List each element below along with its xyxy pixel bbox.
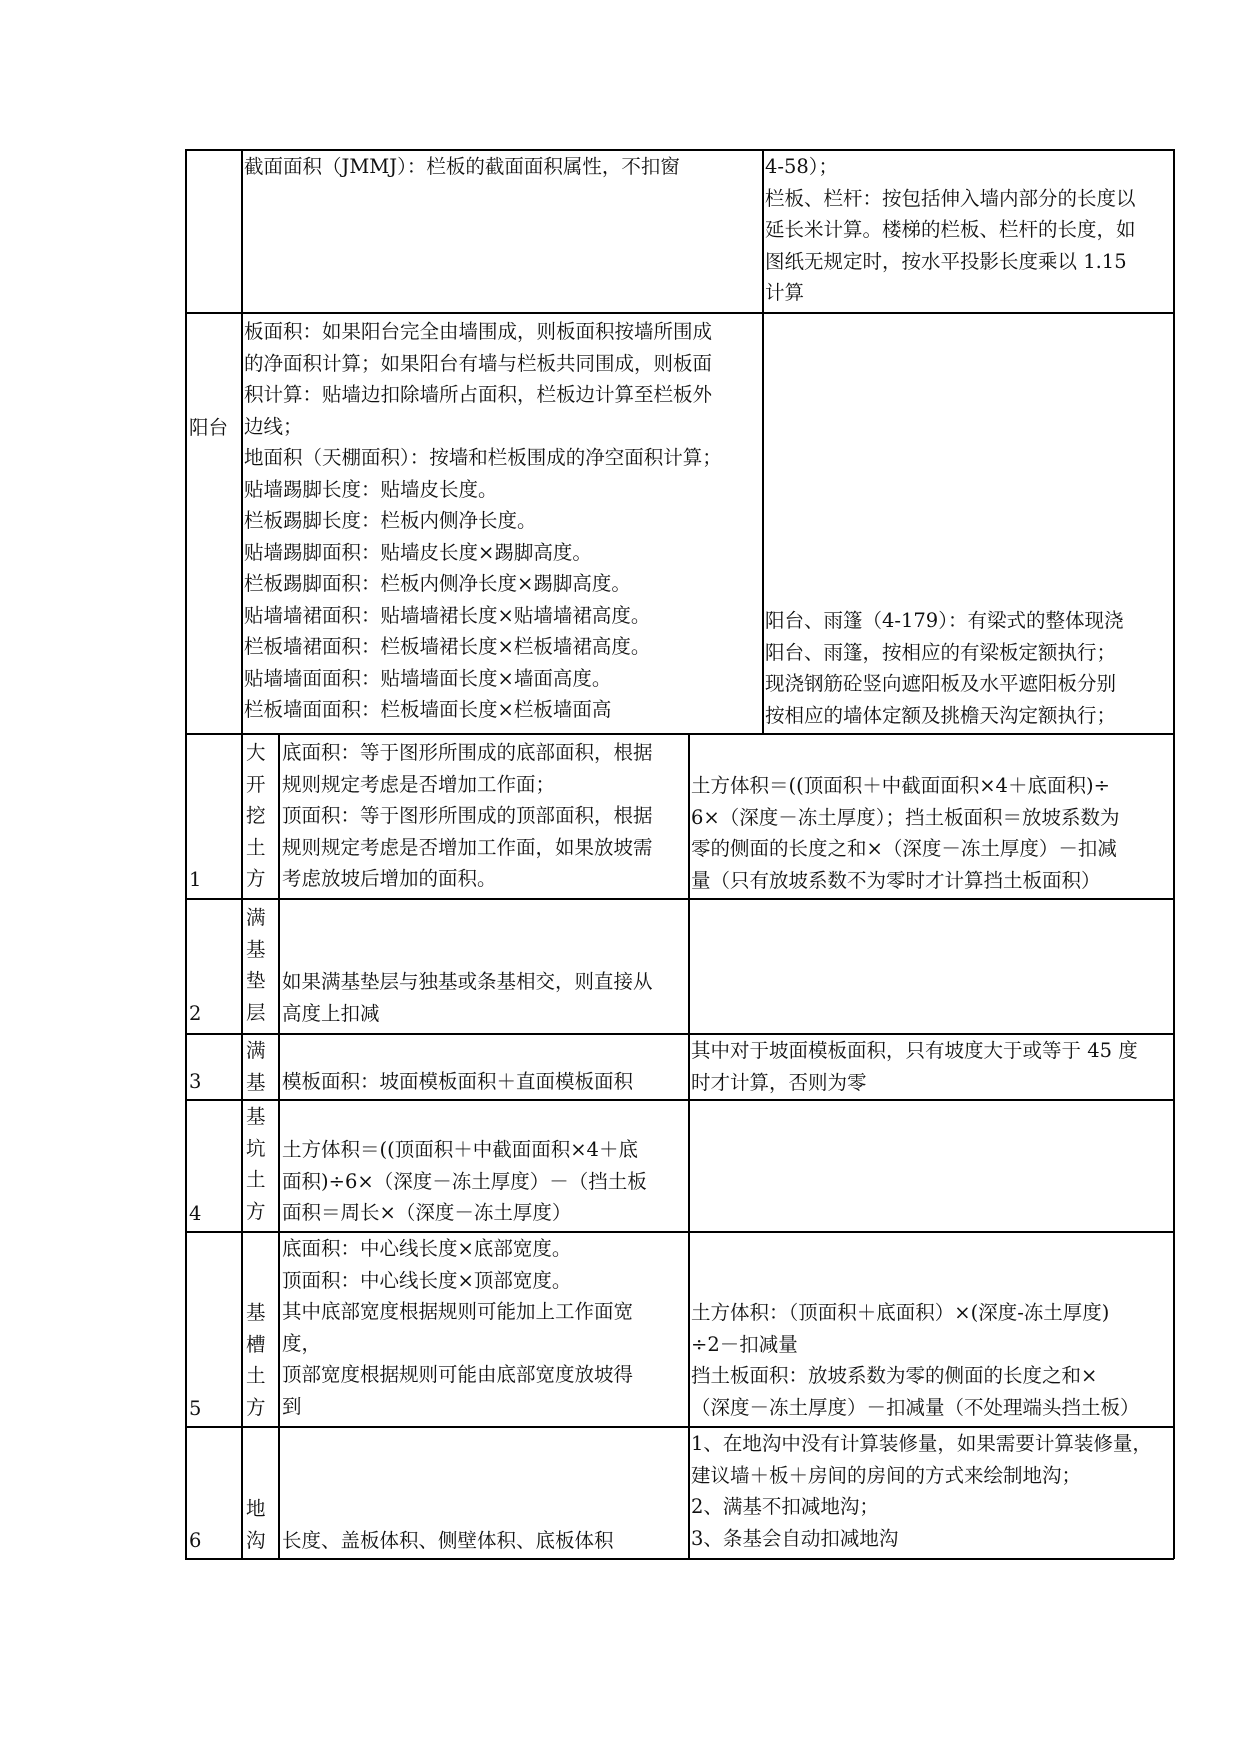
text-line: 边线；	[244, 414, 303, 438]
name-char: 方	[246, 1395, 266, 1419]
text-line: 阳台、雨篷，按相应的有梁板定额执行；	[765, 640, 1117, 664]
text-line: 栏板踢脚面积：栏板内侧净长度×踢脚高度。	[244, 572, 631, 595]
text-line: 栏板墙面面积：栏板墙面长度×栏板墙面高	[244, 698, 612, 721]
name-char: 基	[246, 1070, 266, 1094]
table-rule	[241, 149, 243, 1559]
text-line: 土方体积：（顶面积＋底面积）×(深度-冻土厚度)	[691, 1301, 1110, 1324]
table-rule	[688, 733, 690, 1559]
row-name	[246, 1035, 266, 1098]
name-char: 方	[246, 1199, 266, 1223]
row-name	[246, 737, 266, 895]
name-char: 基	[246, 937, 266, 961]
name-char: 垫	[246, 969, 266, 992]
text-line: 其中对于坡面模板面积，只有坡度大于或等于 45 度	[691, 1039, 1138, 1062]
desc-cell	[282, 1525, 614, 1557]
name-char: 土	[246, 1168, 266, 1191]
text-line: 贴墙踢脚面积：贴墙皮长度×踢脚高度。	[244, 540, 592, 564]
table-rule	[1173, 149, 1175, 1559]
text-line: 挡土板面积：放坡系数为零的侧面的长度之和×	[691, 1364, 1098, 1387]
text-line: 图纸无规定时，按水平投影长度乘以 1.15	[765, 249, 1127, 273]
text-line: 积计算：贴墙边扣除墙所占面积，栏板边计算至栏板外	[244, 383, 713, 406]
row-number: 1	[189, 868, 202, 891]
name-char: 满	[246, 906, 266, 929]
text-line: 规则规定考虑是否增加工作面，如果放坡需	[282, 835, 653, 859]
text-line: 板面积：如果阳台完全由墙围成，则板面积按墙所围成	[244, 320, 713, 343]
text-line: 1、在地沟中没有计算装修量，如果需要计算装修量，	[691, 1432, 1152, 1455]
text-line: 6×（深度－冻土厚度）；挡土板面积＝放坡系数为	[691, 805, 1120, 829]
text-line: 贴墙墙面面积：贴墙墙面长度×墙面高度。	[244, 666, 612, 690]
row-number: 4	[189, 1202, 202, 1225]
text-line: 如果满基垫层与独基或条基相交，则直接从	[282, 970, 653, 993]
text-line: 贴墙墙裙面积：贴墙墙裙长度×贴墙墙裙高度。	[244, 603, 651, 627]
text-line: 模板面积：坡面模板面积＋直面模板面积	[282, 1070, 634, 1093]
row-number: 5	[189, 1397, 202, 1420]
row-name	[246, 1493, 266, 1556]
text-line: 顶面积：等于图形所围成的顶部面积，根据	[282, 804, 653, 827]
text-line: 栏板墙裙面积：栏板墙裙长度×栏板墙裙高度。	[244, 635, 651, 658]
row-name	[246, 902, 266, 1028]
desc-cell	[282, 737, 653, 895]
text-line: 3、条基会自动扣减地沟	[691, 1526, 899, 1550]
name-char: 土	[246, 1364, 266, 1387]
text-line: 底面积：等于图形所围成的底部面积，根据	[282, 741, 653, 764]
text-line: 零的侧面的长度之和×（深度－冻土厚度）－扣减	[691, 837, 1117, 860]
text-line: 地面积（天棚面积）：按墙和栏板围成的净空面积计算；	[244, 446, 722, 469]
name-char: 开	[246, 772, 266, 796]
text-line: 顶部宽度根据规则可能由底部宽度放坡得	[282, 1363, 634, 1386]
name-char: 挖	[246, 804, 266, 827]
table-rule	[185, 149, 187, 1559]
text-line: 建议墙＋板＋房间的房间的方式来绘制地沟；	[691, 1463, 1082, 1487]
text-line: 按相应的墙体定额及挑檐天沟定额执行；	[765, 703, 1117, 727]
name-char: 大	[246, 741, 266, 764]
name-char: 坑	[246, 1136, 266, 1160]
text-line: 现浇钢筋砼竖向遮阳板及水平遮阳板分别	[765, 672, 1117, 695]
text-line: 4-58）；	[765, 155, 839, 178]
row-name	[246, 1297, 266, 1423]
text-line: 面积)÷6×（深度－冻土厚度）－（挡土板	[282, 1169, 647, 1193]
text-line: 阳台、雨篷（4-179）：有梁式的整体现浇	[765, 609, 1124, 632]
table-rule	[278, 733, 280, 1559]
note-cell	[691, 1035, 1138, 1098]
text-line: 土方体积＝((顶面积＋中截面面积×4＋底	[282, 1138, 638, 1161]
note-cell	[765, 151, 1136, 309]
text-line: ÷2－扣减量	[691, 1332, 798, 1356]
text-line: 考虑放坡后增加的面积。	[282, 867, 497, 890]
text-line: 面积＝周长×（深度－冻土厚度）	[282, 1201, 572, 1224]
text-line: 长度、盖板体积、侧壁体积、底板体积	[282, 1529, 614, 1552]
row-name	[246, 1101, 266, 1227]
row-number: 6	[189, 1529, 202, 1552]
text-line: 栏板踢脚长度：栏板内侧净长度。	[244, 509, 537, 532]
note-cell	[691, 1297, 1140, 1423]
text-line: 截面面积（JMMJ）：栏板的截面面积属性，不扣窗	[244, 155, 680, 178]
text-line: 2、满基不扣减地沟；	[691, 1495, 879, 1518]
text-line: 高度上扣减	[282, 1001, 380, 1025]
table-rule	[762, 149, 764, 733]
text-line: （深度－冻土厚度）－扣减量（不处理端头挡土板）	[691, 1395, 1140, 1419]
table-rule	[185, 312, 1174, 314]
text-line: 其中底部宽度根据规则可能加上工作面宽	[282, 1300, 634, 1323]
desc-cell	[282, 966, 653, 1029]
name-char: 地	[246, 1497, 266, 1520]
name-char: 槽	[246, 1332, 266, 1356]
table-rule	[185, 1558, 1174, 1560]
text-line: 的净面积计算；如果阳台有墙与栏板共同围成，则板面	[244, 351, 713, 375]
text-line: 贴墙踢脚长度：贴墙皮长度。	[244, 477, 498, 501]
note-cell	[691, 770, 1120, 896]
text-line: 时才计算，否则为零	[691, 1070, 867, 1094]
name-char: 基	[246, 1301, 266, 1324]
text-line: 栏板、栏杆：按包括伸入墙内部分的长度以	[765, 186, 1136, 210]
text-line: 底面积：中心线长度×底部宽度。	[282, 1237, 572, 1260]
text-line: 计算	[765, 281, 805, 304]
text-line: 到	[282, 1394, 302, 1418]
name-char: 方	[246, 867, 266, 890]
text-line: 顶面积：中心线长度×顶部宽度。	[282, 1268, 572, 1292]
row-number: 2	[189, 1002, 202, 1025]
desc-cell	[282, 1134, 647, 1229]
desc-cell	[282, 1233, 633, 1422]
row-label: 阳台	[189, 416, 229, 439]
name-char: 土	[246, 835, 266, 859]
row-number: 3	[189, 1070, 202, 1093]
note-cell	[765, 605, 1123, 731]
table-rule	[185, 898, 1174, 900]
table-rule	[185, 1099, 1174, 1101]
text-line: 延长米计算。楼梯的栏板、栏杆的长度，如	[765, 218, 1136, 241]
name-char: 满	[246, 1039, 266, 1062]
table-rule	[185, 733, 1174, 735]
text-line: 土方体积＝((顶面积＋中截面面积×4＋底面积)÷	[691, 774, 1110, 797]
name-char: 基	[246, 1105, 266, 1128]
text-line: 度，	[282, 1331, 322, 1355]
name-char: 沟	[246, 1528, 266, 1552]
desc-cell	[282, 1066, 633, 1098]
desc-cell	[244, 316, 722, 726]
text-line: 量（只有放坡系数不为零时才计算挡土板面积）	[691, 868, 1101, 892]
name-char: 层	[246, 1000, 266, 1024]
desc-cell	[244, 151, 680, 183]
text-line: 规则规定考虑是否增加工作面；	[282, 772, 556, 796]
note-cell	[691, 1428, 1152, 1554]
